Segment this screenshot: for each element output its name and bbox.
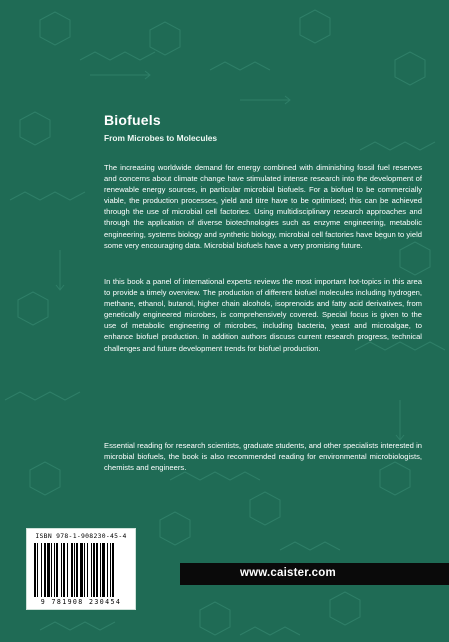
publisher-url-band [180, 563, 449, 585]
book-subtitle: From Microbes to Molecules [104, 133, 218, 143]
description-paragraph-3: Essential reading for research scientists, graduate students, and other specialists interested in microbial biofuels, the book is also recommended reading for environmental microbiologists, chemists and engineers. [104, 441, 422, 473]
barcode-bars [33, 543, 129, 597]
isbn-label: ISBN 978-1-908230-45-4 [35, 532, 127, 540]
publisher-url-link[interactable]: www.caister.com [240, 567, 336, 579]
barcode-digits: 9 781908 230454 [40, 598, 122, 606]
description-paragraph-1: The increasing worldwide demand for energy combined with diminishing fossil fuel reserves and concerns about climate change have stimulated intense research into the development of renewable energy sources, in particular microbial biofuels. For a biofuel to be commercially viable, the production processes, yield and titre have to be optimised; this can be achieved through the use of microbial cell factories. Using multidisciplinary research approaches and through the application of diverse biotechnologies such as enzyme engineering, metabolic engineering, systems biology and synthetic biology, microbial cell factories have begun to yield some very encouraging data. Microbial biofuels have a very promising future. [104, 163, 422, 250]
isbn-barcode [26, 528, 136, 610]
book-title: Biofuels [104, 112, 161, 128]
description-paragraph-2: In this book a panel of international experts reviews the most important hot-topics in this area to provide a timely overview. The production of different biofuel molecules including hydrogen, methane, ethanol, butanol, higher chain alcohols, isoprenoids and fatty acid derivatives, from genetically engineered microbes, is comprehensively covered. Special focus is given to the use of metabolic engineering of microbes, including bacteria, yeast and microalgae, to enhance biofuel production. In addition authors discuss current research progress, technical challenges and future development trends for biofuel production. [104, 277, 422, 353]
